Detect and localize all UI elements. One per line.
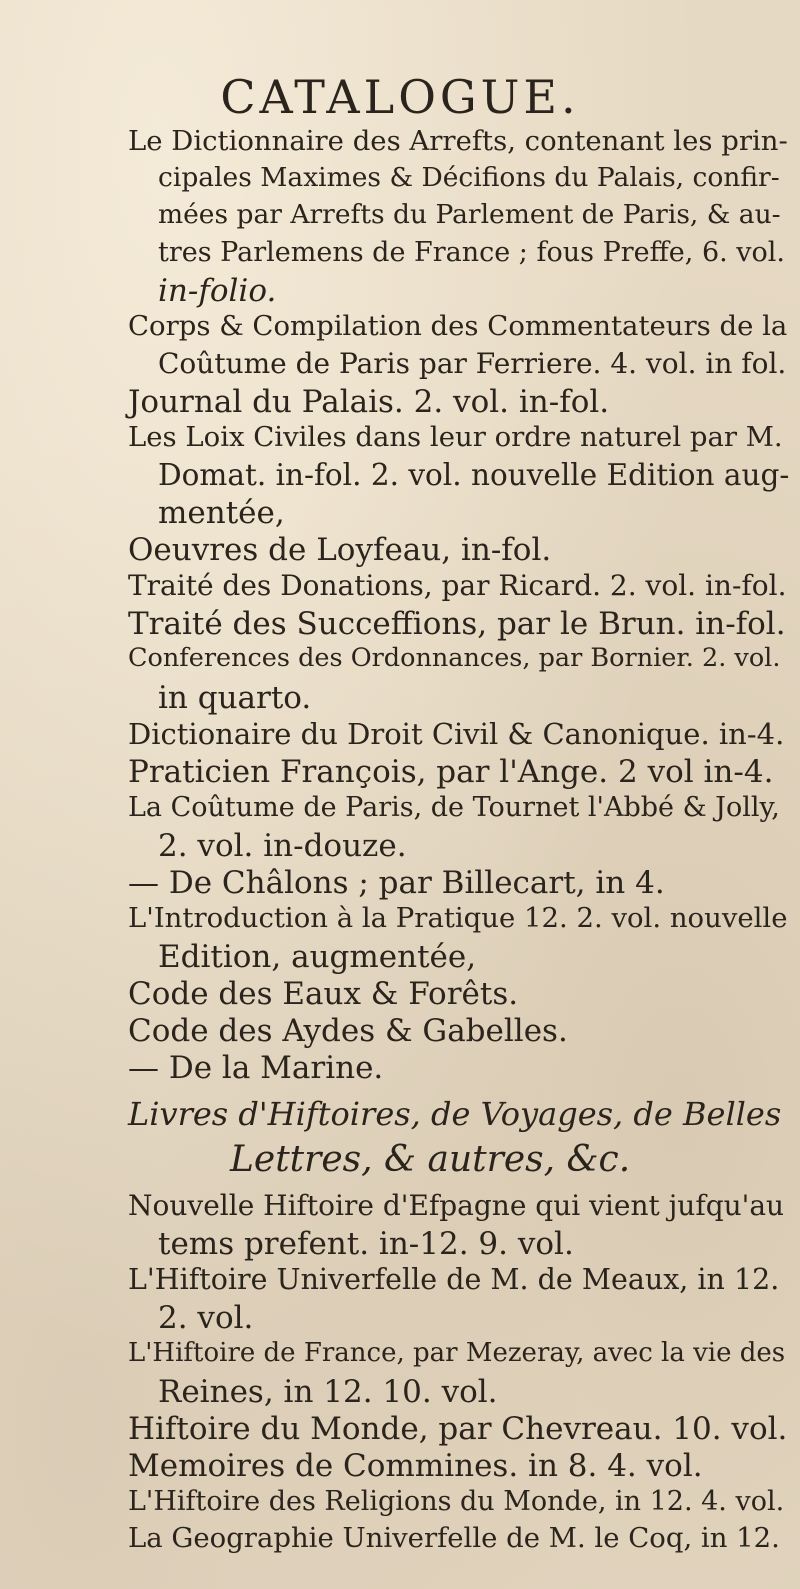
catalogue-entry-line: Memoires de Commines. in 8. 4. vol. <box>128 1448 703 1484</box>
catalogue-entry-line: cipales Maximes & Décifions du Palais, confir- <box>158 162 780 193</box>
catalogue-entry-line: in quarto. <box>158 680 312 716</box>
catalogue-entry-line: Praticien François, par l'Ange. 2 vol in-4. <box>128 754 774 790</box>
catalogue-entry-line: Traité des Succeffions, par le Brun. in-fol. <box>128 606 786 642</box>
catalogue-entry-line: Hiftoire du Monde, par Chevreau. 10. vol. <box>128 1411 788 1447</box>
catalogue-entry-line: L'Hiftoire Univerfelle de M. de Meaux, in 12. <box>128 1263 780 1296</box>
catalogue-entry-line: Oeuvres de Loyfeau, in-fol. <box>128 532 552 568</box>
section-heading: Livres d'Hiftoires, de Voyages, de Belles <box>128 1095 782 1133</box>
catalogue-entry-line: 2. vol. <box>158 1300 254 1336</box>
catalogue-entry-line: Reines, in 12. 10. vol. <box>158 1374 498 1410</box>
catalogue-entry-line: 2. vol. in-douze. <box>158 828 407 864</box>
catalogue-entry-line: — De la Marine. <box>128 1050 384 1086</box>
section-heading: Lettres, & autres, &c. <box>230 1139 631 1180</box>
catalogue-entry-line: Code des Aydes & Gabelles. <box>128 1013 568 1049</box>
catalogue-entry-line: — De Châlons ; par Billecart, in 4. <box>128 865 665 901</box>
catalogue-entry-line: mentée, <box>158 495 285 531</box>
catalogue-entry-line: La Coûtume de Paris, de Tournet l'Abbé & Jolly, <box>128 792 780 823</box>
catalogue-entry-line: tres Parlemens de France ; fous Preffe, 6. vol. <box>158 237 786 268</box>
catalogue-entry-line: Dictionaire du Droit Civil & Canonique. in-4. <box>128 717 785 751</box>
catalogue-entry-line: Corps & Compilation des Commentateurs de la <box>128 310 788 342</box>
catalogue-entry-line: Conferences des Ordonnances, par Bornier. 2. vol. <box>128 643 781 673</box>
catalogue-entry-line: L'Hiftoire de France, par Mezeray, avec la vie des <box>128 1338 786 1368</box>
catalogue-entry-line: Nouvelle Hiftoire d'Efpagne qui vient jufqu'au <box>128 1189 785 1222</box>
catalogue-entry-line: Edition, augmentée, <box>158 939 477 975</box>
catalogue-entry-line: Le Dictionnaire des Arrefts, contenant les prin- <box>128 125 788 157</box>
page-title: CATALOGUE. <box>220 70 580 124</box>
catalogue-entry-line: L'Hiftoire des Religions du Monde, in 12. 4. vol. <box>128 1486 785 1517</box>
catalogue-entry-line: mées par Arrefts du Parlement de Paris, & au- <box>158 199 781 230</box>
catalogue-entry-line: L'Introduction à la Pratique 12. 2. vol. nouvelle <box>128 902 788 934</box>
catalogue-entry-line: Journal du Palais. 2. vol. in-fol. <box>128 384 610 420</box>
catalogue-entry-line: Code des Eaux & Forêts. <box>128 976 519 1012</box>
catalogue-entry-line: in-folio. <box>158 273 277 309</box>
catalogue-entry-line: La Geographie Univerfelle de M. le Coq, in 12. <box>128 1522 780 1554</box>
catalogue-entry-line: Domat. in-fol. 2. vol. nouvelle Edition aug- <box>158 458 790 492</box>
catalogue-entry-line: tems prefent. in-12. 9. vol. <box>158 1226 574 1262</box>
catalogue-entry-line: Les Loix Civiles dans leur ordre naturel par M. <box>128 421 783 453</box>
catalogue-entry-line: Traité des Donations, par Ricard. 2. vol. in-fol. <box>128 569 787 602</box>
catalogue-entry-line: Coûtume de Paris par Ferriere. 4. vol. in fol. <box>158 347 787 380</box>
